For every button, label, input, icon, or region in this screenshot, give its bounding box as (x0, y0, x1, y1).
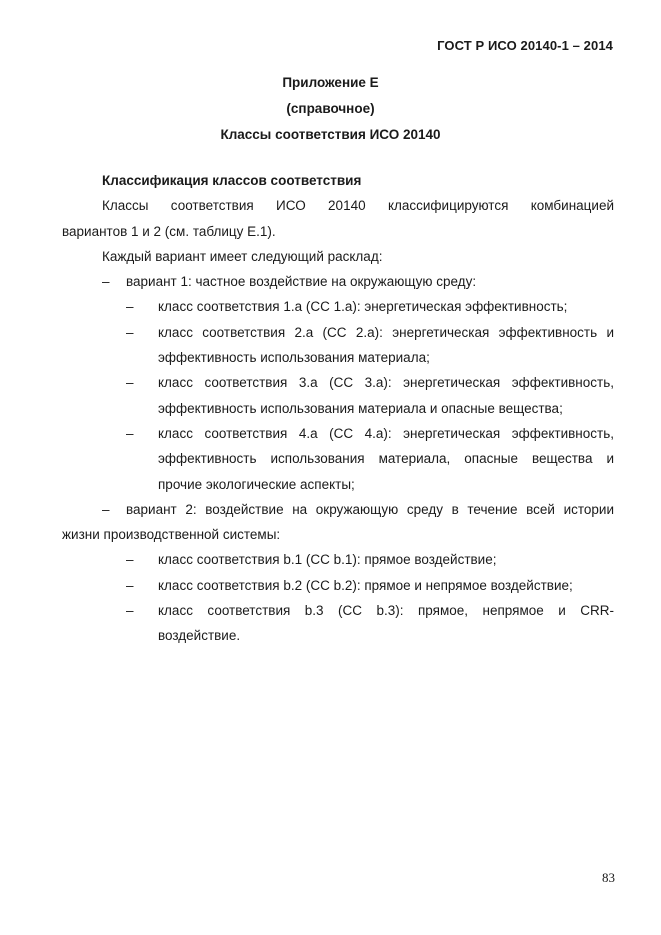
list-item-text: класс соответствия 4.a (CC 4.a): энергетическая эффективность, (158, 425, 614, 441)
list-item-continuation (62, 472, 614, 497)
list-item (62, 320, 614, 345)
list-item-text: класс соответствия 3.a (CC 3.a): энергетическая эффективность, (158, 375, 614, 391)
list-dash: – (126, 603, 134, 619)
list-dash: – (126, 299, 134, 315)
list-item-text: класс соответствия 1.a (CC 1.a): энергетическая эффективность; (158, 299, 568, 315)
list-item-text: эффективность использования материала и опасные вещества; (158, 400, 563, 416)
paragraph-line: вариантов 1 и 2 (см. таблицу Е.1). (62, 223, 276, 239)
list-item-text: воздействие. (158, 628, 241, 644)
list-item-continuation: жизни производственной системы: (62, 527, 281, 543)
list-item-variant-1 (62, 269, 614, 294)
section-heading: Классификация классов соответствия (102, 173, 362, 188)
list-dash: – (126, 577, 134, 593)
document-body (62, 168, 614, 649)
list-item-text: эффективность использования материала, опасные вещества и (158, 451, 614, 467)
list-item-text: вариант 2: воздействие на окружающую среду в течение всей истории (126, 501, 614, 517)
list-item (62, 573, 614, 598)
paragraph-line: Каждый вариант имеет следующий расклад: (102, 248, 383, 264)
list-item-text: класс соответствия 2.a (CC 2.a): энергетическая эффективность и (158, 324, 614, 340)
list-dash: – (126, 425, 134, 441)
list-item-text: класс соответствия b.2 (CC b.2): прямое и непрямое воздействие; (158, 577, 573, 593)
appendix-subtitle: (справочное) (286, 101, 375, 116)
list-item (62, 421, 614, 446)
list-item-variant-2 (62, 497, 614, 522)
list-item-continuation (62, 446, 614, 471)
list-item-text: прочие экологические аспекты; (158, 476, 355, 492)
list-dash: – (126, 552, 134, 568)
paragraph-line: Классы соответствия ИСО 20140 классифицируются комбинацией (102, 198, 614, 214)
list-item-text: вариант 1: частное воздействие на окружающую среду: (126, 274, 477, 290)
list-item (62, 598, 614, 623)
appendix-title: Приложение Е (282, 75, 379, 90)
appendix-heading: Классы соответствия ИСО 20140 (220, 127, 441, 142)
list-dash: – (126, 324, 134, 340)
list-item-text: класс соответствия b.1 (CC b.1): прямое воздействие; (158, 552, 497, 568)
list-item (62, 370, 614, 395)
list-item-text: класс соответствия b.3 (CC b.3): прямое, непрямое и CRR- (158, 603, 614, 619)
list-item (62, 294, 614, 319)
list-item-continuation (62, 345, 614, 370)
list-item (62, 547, 614, 572)
list-item-continuation (62, 396, 614, 421)
list-dash: – (102, 274, 110, 290)
list-item-continuation (62, 623, 614, 648)
appendix-title-block (0, 70, 661, 148)
list-dash: – (102, 501, 110, 517)
page-number: 83 (602, 870, 615, 885)
list-item-text: эффективность использования материала; (158, 350, 430, 366)
standard-code-header: ГОСТ Р ИСО 20140-1 – 2014 (437, 38, 613, 53)
list-dash: – (126, 375, 134, 391)
